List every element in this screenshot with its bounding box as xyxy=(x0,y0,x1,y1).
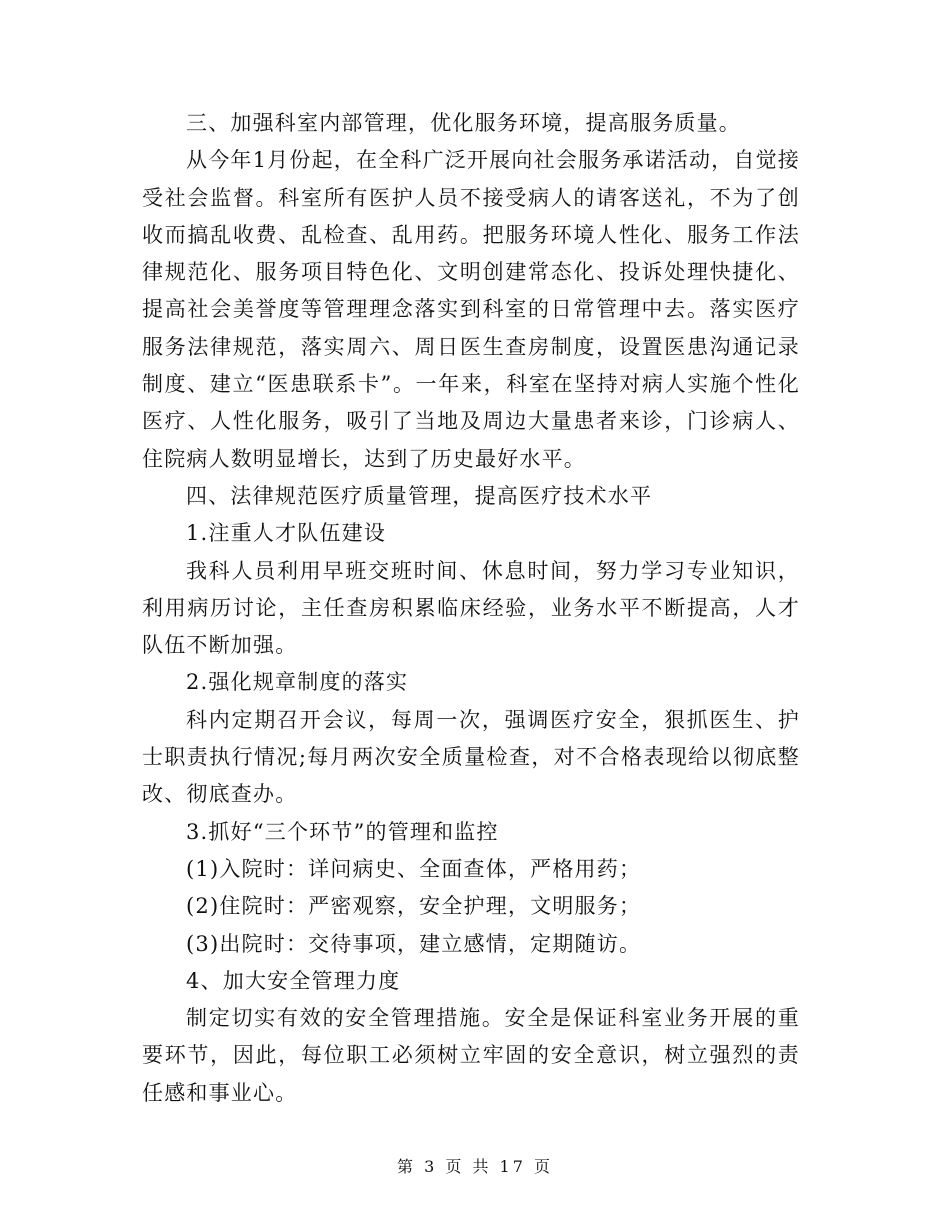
body-paragraph: 我科人员利用早班交班时间、休息时间，努力学习专业知识，利用病历讨论，主任查房积累临床经验，业务水平不断提高，人才队伍不断加强。 xyxy=(142,558,800,658)
list-item: (1)入院时：详问病史、全面查体，严格用药； xyxy=(186,856,642,881)
page-number-footer: 第 3 页 共 17 页 xyxy=(397,1157,553,1176)
section-heading-4: 四、法律规范医疗质量管理，提高医疗技术水平 xyxy=(186,483,653,508)
body-paragraph: 从今年1月份起，在全科广泛开展向社会服务承诺活动，自觉接受社会监督。科室所有医护人员不接受病人的请客送礼，不为了创收而搞乱收费、乱检查、乱用药。把服务环境人性化、服务工作法律规范化、服务项目特色化、文明创建常态化、投诉处理快捷化、提高社会美誉度等管理理念落实到科室的日常管理中去。落实医疗服务法律规范，落实周六、周日医生查房制度，设置医患沟通记录制度、建立“医患联系卡”。一年来，科室在坚持对病人实施个性化医疗、人性化服务，吸引了当地及周边大量患者来诊，门诊病人、住院病人数明显增长，达到了历史最好水平。 xyxy=(142,148,800,471)
subheading-rules: 2.强化规章制度的落实 xyxy=(186,670,409,695)
subheading-talent: 1.注重人才队伍建设 xyxy=(186,521,387,546)
list-item: (2)住院时：严密观察，安全护理，文明服务； xyxy=(186,894,642,919)
subheading-three-links: 3.抓好“三个环节”的管理和监控 xyxy=(186,819,499,844)
list-item: (3)出院时：交待事项，建立感情，定期随访。 xyxy=(186,931,642,956)
subheading-safety: 4、加大安全管理力度 xyxy=(186,968,401,993)
body-paragraph: 制定切实有效的安全管理措施。安全是保证科室业务开展的重要环节，因此，每位职工必须树立牢固的安全意识，树立强烈的责任感和事业心。 xyxy=(142,1006,800,1105)
document-body xyxy=(142,105,800,1112)
section-heading-3: 三、加强科室内部管理，优化服务环境，提高服务质量。 xyxy=(186,111,741,135)
body-paragraph: 科内定期召开会议，每周一次，强调医疗安全，狠抓医生、护士职责执行情况;每月两次安全质量检查，对不合格表现给以彻底整改、彻底查办。 xyxy=(142,707,800,807)
